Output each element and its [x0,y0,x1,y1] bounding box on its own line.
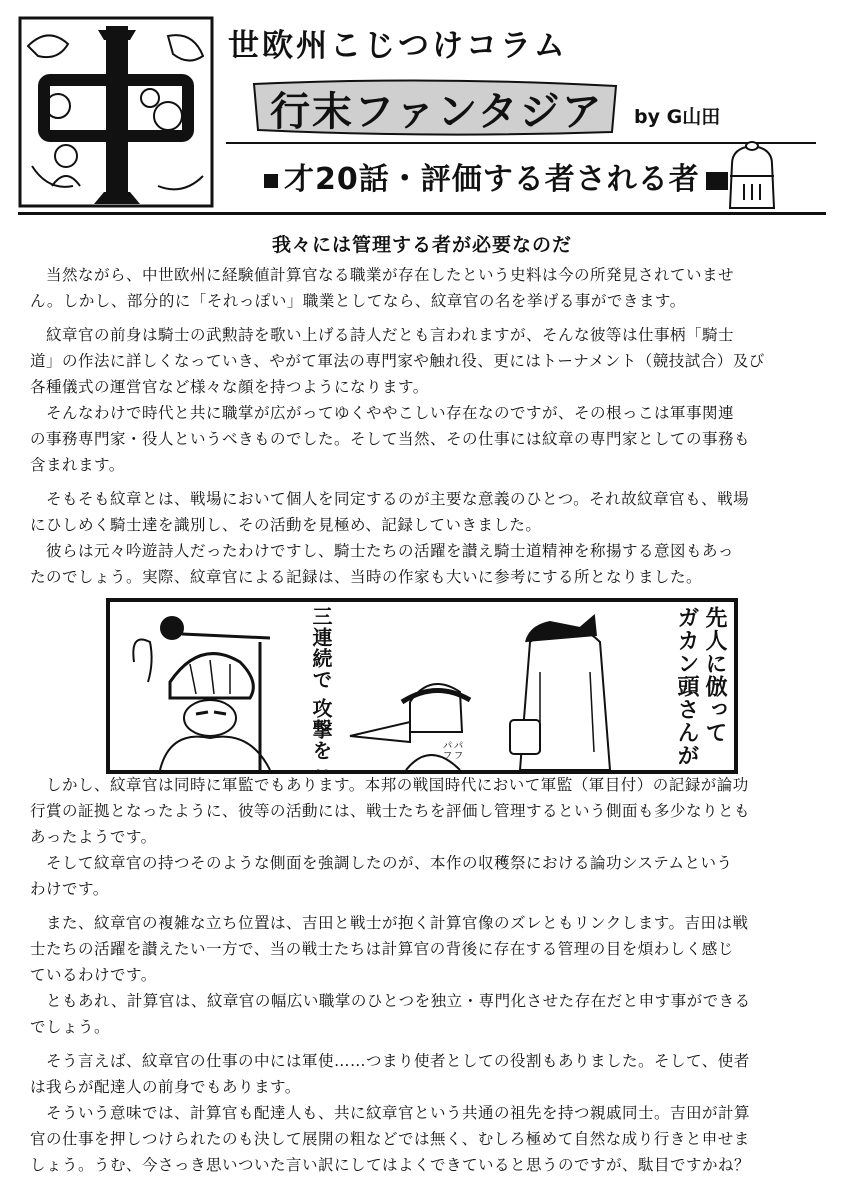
text-line: 官の仕事を押しつけられたのも決して展開の粗などでは無く、むしろ極めて自然な成り行きと申せま [30,1130,750,1148]
text-line: ともあれ、計算官は、紋章官の幅広い職掌のひとつを独立・専門化させた存在だと申す事ができる [30,992,751,1010]
text-line: そう言えば、紋章官の仕事の中には軍使……つまり使者としての役割もありました。そして、使者 [30,1052,750,1070]
text-line: ているわけです。 [30,966,157,984]
horn-trumpet [350,722,410,742]
text-line: わけです。 [30,880,109,898]
text-line: 行賞の証拠となったように、彼等の活動には、戦士たちを評価し管理するという側面も多少なりとも [30,802,751,820]
bullet-square [264,174,278,188]
text-line: また、紋章官の複雑な立ち位置は、吉田と戦士が抱く計算官像のズレともリンクします。吉田は戦 [30,914,749,932]
speech-text: 三連続で [309,606,333,690]
comic-panel [106,598,738,774]
text-line: 彼らは元々吟遊詩人だったわけですし、騎士たちの活躍を讃え騎士道精神を称揚する意図もあっ [30,542,734,560]
speech-text: 先人に倣って [702,606,727,744]
text-line: そもそも紋章とは、戦場において個人を同定するのが主要な意義のひとつ。それ故紋章官も、戦場 [30,490,750,508]
article-heading: 我々には管理する者が必要なのだ [271,234,572,256]
article-section-1 [30,262,816,590]
text-line: 士たちの活躍を讃えたい一方で、当の戦士たちは計算官の背後に存在する管理の目を煩わしく感じ [30,940,734,958]
text-line: ん。しかし、部分的に「それっぽい」職業としてなら、紋章官の名を挙げる事ができます。 [30,292,686,310]
text-line: あったようです。 [30,828,157,846]
mug [510,720,540,754]
text-line: そして紋章官の持つそのような側面を強調したのが、本作の収穫祭における論功システムという [30,854,733,872]
mace-head [160,616,184,640]
series-title: 世欧州こじつけコラム [228,28,568,64]
speech-line-right [672,606,728,767]
text-line: そういう意味では、計算官も配達人も、共に紋章官という共通の祖先を持つ親戚同士。吉田が計算 [30,1104,751,1122]
text-line: にひしめく騎士達を識別し、その活動を見極め、記録していきました。 [30,516,542,534]
salt-jar-icon [724,140,780,212]
text-line: でしょう。 [30,1018,111,1036]
medieval-emblem [18,16,214,208]
text-line: 紋章官の前身は騎士の武勲詩を歌い上げる詩人だとも言われますが、そんな彼等は仕事柄「騎士 [30,326,735,344]
episode-label: 才20話・評価する者される者 [284,162,700,197]
text-line: 当然ながら、中世欧州に経験値計算官なる職業が存在したという史料は今の所発見されていませ [30,266,735,284]
header-bottom-rule [18,212,826,215]
comic-illustration [110,602,734,770]
text-line: 道」の作法に詳しくなっていき、やがて軍法の専門家や触れ役、更にはトーナメント（競技試合）及び [30,352,765,370]
text-line: そんなわけで時代と共に職掌が広がってゆくややこしい存在なのですが、その根っこは軍事関連 [30,404,735,422]
article-section-2 [30,772,816,1178]
text-line: は我らが配達人の前身でもあります。 [30,1078,301,1096]
text-line: 含まれます。 [30,456,125,474]
text-line: しかし、紋章官は同時に軍監でもあります。本邦の戦国時代において軍監（軍目付）の記録が論功 [30,776,749,794]
episode-title [258,154,734,198]
speech-text: 攻撃を [309,697,333,761]
text-line: しょう。うむ、今さっき思いついた言い訳にしてはよくできていると思うのですが、駄目ですかね？ [30,1156,751,1174]
column-header [0,0,844,222]
author-credit: by G山田 [634,106,721,128]
speech-poem [308,606,334,766]
speech-text: ガカン頭さんが [674,606,699,767]
sound-effect: パフ パフ [440,740,462,760]
column-title: 行末ファンタジア [270,89,604,135]
text-line: たのでしょう。実際、紋章官による記録は、当時の作家も大いに参考にする所となりました。 [30,568,703,586]
text-line: 各種儀式の運営官など様々な顔を持つようになります。 [30,378,429,396]
text-line: の事務専門家・役人というべきものでした。そして当然、その仕事には紋章の専門家としての事務も [30,430,751,448]
